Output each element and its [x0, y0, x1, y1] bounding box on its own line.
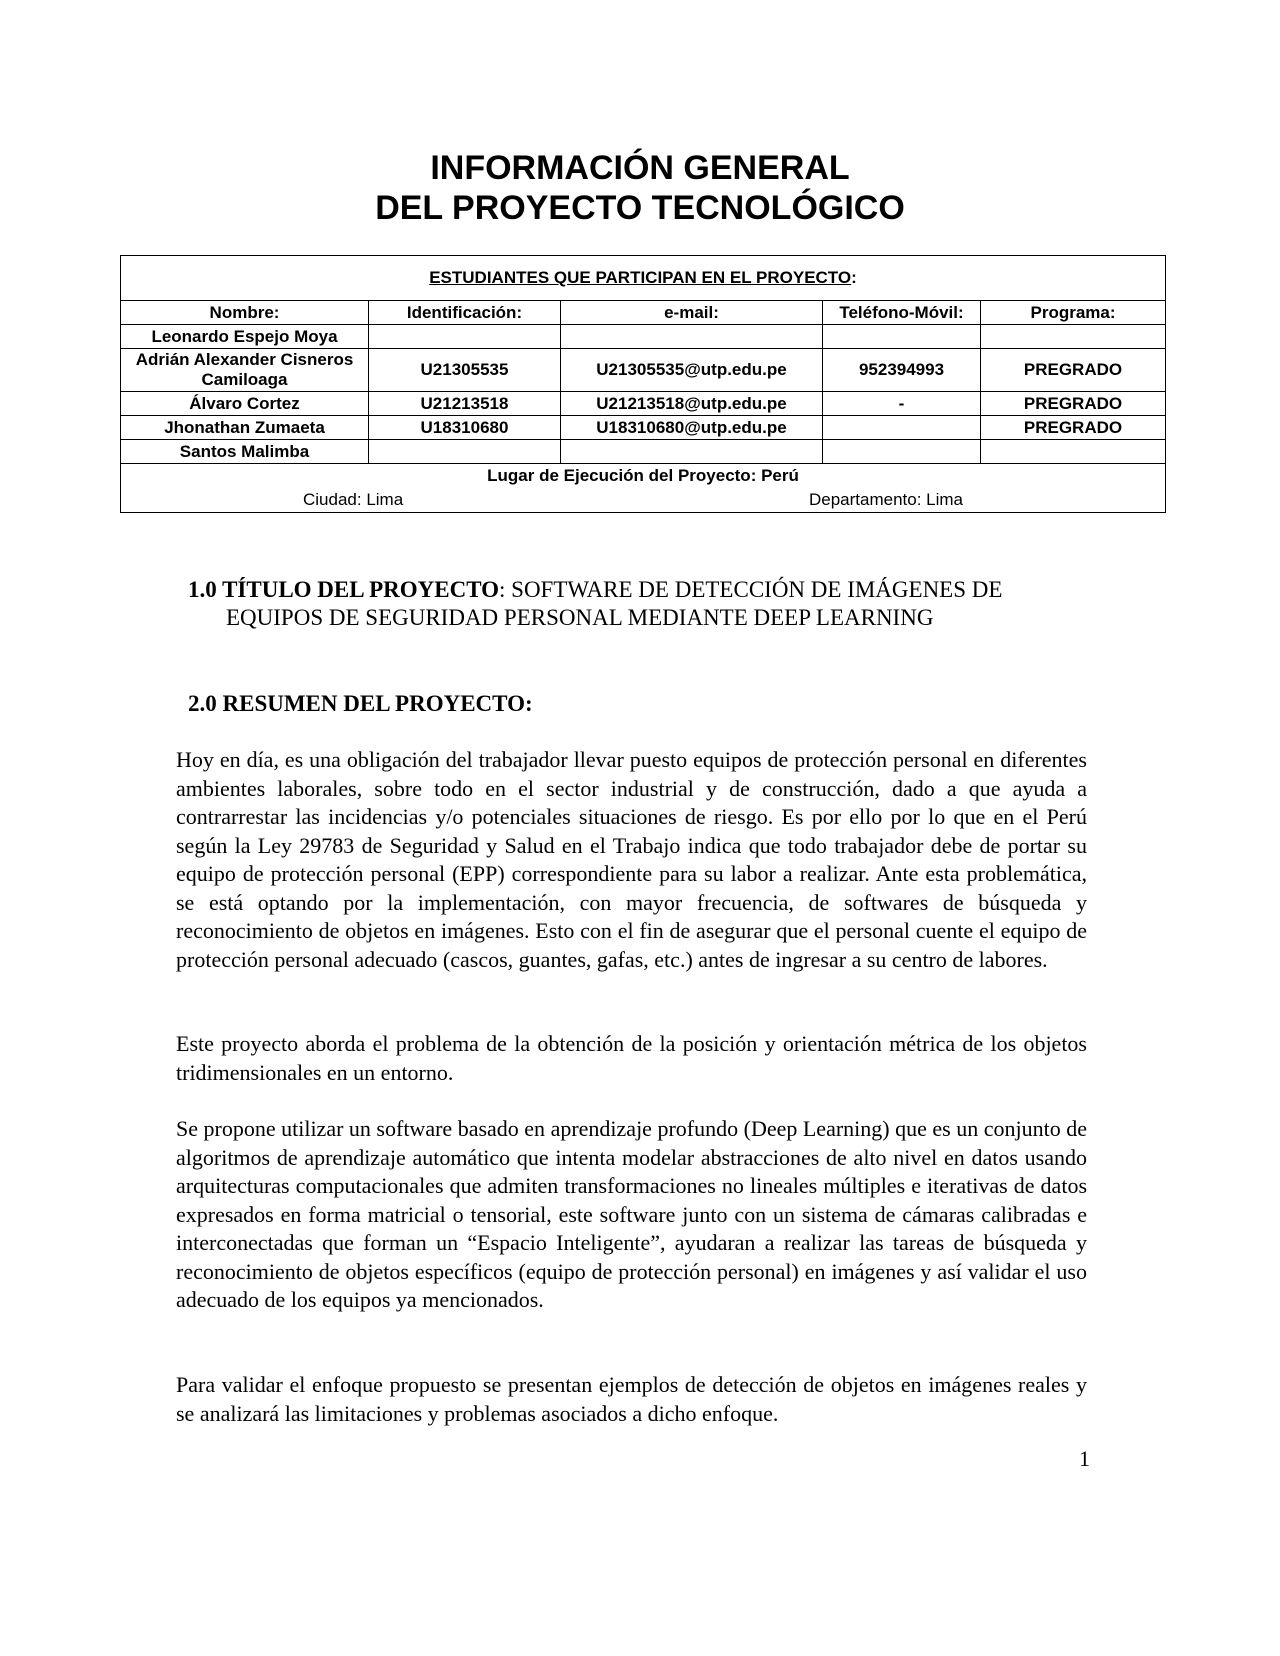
cell-telefono [823, 440, 981, 464]
cell-telefono [823, 416, 981, 440]
table-row [121, 392, 1166, 416]
cell-programa: PREGRADO [981, 349, 1166, 392]
summary-paragraph-1: Hoy en día, es una obligación del trabajador llevar puesto equipos de protección personal en diferentes ambientes laborales, sobre todo en el sector industrial y de construcción, dado a que ayuda a contrarrestar las incidencias y/o potenciales situaciones de riesgo. Es por ello por lo que en el Perú según la Ley 29783 de Seguridad y Salud en el Trabajo indica que todo trabajador debe de portar su equipo de protección personal (EPP) correspondiente para su labor a realizar. Ante esta problemática, se está optando por la implementación, con mayor frecuencia, de softwares de búsqueda y reconocimiento de objetos en imágenes. Esto con el fin de asegurar que el personal cuente el equipo de protección personal adecuado (cascos, guantes, gafas, etc.) antes de ingresar a su centro de labores. [176, 747, 1087, 972]
table-row [121, 325, 1166, 349]
location-cell [121, 464, 1166, 513]
cell-programa [981, 440, 1166, 464]
cell-programa [981, 325, 1166, 349]
cell-identificacion [369, 325, 561, 349]
section-1-title-line-1: : SOFTWARE DE DETECCIÓN DE IMÁGENES DE [499, 577, 1003, 602]
column-header-identificacion: Identificación: [369, 301, 561, 325]
table-header-text: ESTUDIANTES QUE PARTICIPAN EN EL PROYECTO [429, 268, 852, 287]
cell-nombre: Adrián Alexander Cisneros Camiloaga [121, 349, 369, 392]
table-row [121, 440, 1166, 464]
location-label: Lugar de Ejecución del Proyecto: Perú [487, 466, 799, 485]
cell-identificacion: U18310680 [369, 416, 561, 440]
cell-telefono [823, 325, 981, 349]
column-header-programa: Programa: [981, 301, 1166, 325]
cell-programa: PREGRADO [981, 416, 1166, 440]
column-header-telefono: Teléfono-Móvil: [823, 301, 981, 325]
title-line-2: DEL PROYECTO TECNOLÓGICO [375, 189, 905, 227]
cell-nombre: Leonardo Espejo Moya [121, 325, 369, 349]
column-header-email: e-mail: [561, 301, 823, 325]
column-header-nombre: Nombre: [121, 301, 369, 325]
students-table [120, 255, 1166, 513]
section-1-heading: 1.0 TÍTULO DEL PROYECTO [188, 577, 500, 602]
table-row [121, 416, 1166, 440]
city-label: Ciudad: Lima [303, 490, 404, 509]
section-project-title [188, 576, 1088, 632]
summary-paragraph-3: Se propone utilizar un software basado en aprendizaje profundo (Deep Learning) que es un conjunto de algoritmos de aprendizaje automático que intenta modelar abstracciones de alto nivel en datos usando arquitecturas computacionales que admiten transformaciones no lineales múltiples e iterativas de datos expresados en forma matricial o tensorial, este software junto con un sistema de cámaras calibradas e interconectadas que forman un “Espacio Inteligente”, ayudaran a realizar las tareas de búsqueda y reconocimiento de objetos específicos (equipo de protección personal) en imágenes y así validar el uso adecuado de los equipos ya mencionados. [176, 1116, 1087, 1312]
title-line-1: INFORMACIÓN GENERAL [430, 149, 850, 187]
cell-email: U18310680@utp.edu.pe [561, 416, 823, 440]
cell-nombre: Álvaro Cortez [121, 392, 369, 416]
cell-nombre: Santos Malimba [121, 440, 369, 464]
cell-email: U21213518@utp.edu.pe [561, 392, 823, 416]
cell-telefono: 952394993 [823, 349, 981, 392]
department-label: Departamento: Lima [808, 490, 963, 509]
table-header-suffix: : [851, 268, 857, 287]
cell-nombre: Jhonathan Zumaeta [121, 416, 369, 440]
table-header [121, 256, 1166, 301]
page-number: 1 [1079, 1446, 1090, 1471]
cell-email: U21305535@utp.edu.pe [561, 349, 823, 392]
cell-identificacion [369, 440, 561, 464]
section-2-heading: 2.0 RESUMEN DEL PROYECTO: [188, 691, 533, 716]
summary-paragraph-4: Para validar el enfoque propuesto se presentan ejemplos de detección de objetos en imágenes reales y se analizará las limitaciones y problemas asociados a dicho enfoque. [176, 1372, 1087, 1426]
cell-identificacion: U21305535 [369, 349, 561, 392]
cell-email [561, 325, 823, 349]
table-row [121, 349, 1166, 392]
cell-telefono: - [823, 392, 981, 416]
cell-identificacion: U21213518 [369, 392, 561, 416]
document-title [0, 148, 1280, 228]
cell-email [561, 440, 823, 464]
summary-paragraph-2: Este proyecto aborda el problema de la obtención de la posición y orientación métrica de los objetos tridimensionales en un entorno. [176, 1031, 1087, 1085]
section-1-title-line-2: EQUIPOS DE SEGURIDAD PERSONAL MEDIANTE DEEP LEARNING [226, 605, 934, 630]
cell-programa: PREGRADO [981, 392, 1166, 416]
